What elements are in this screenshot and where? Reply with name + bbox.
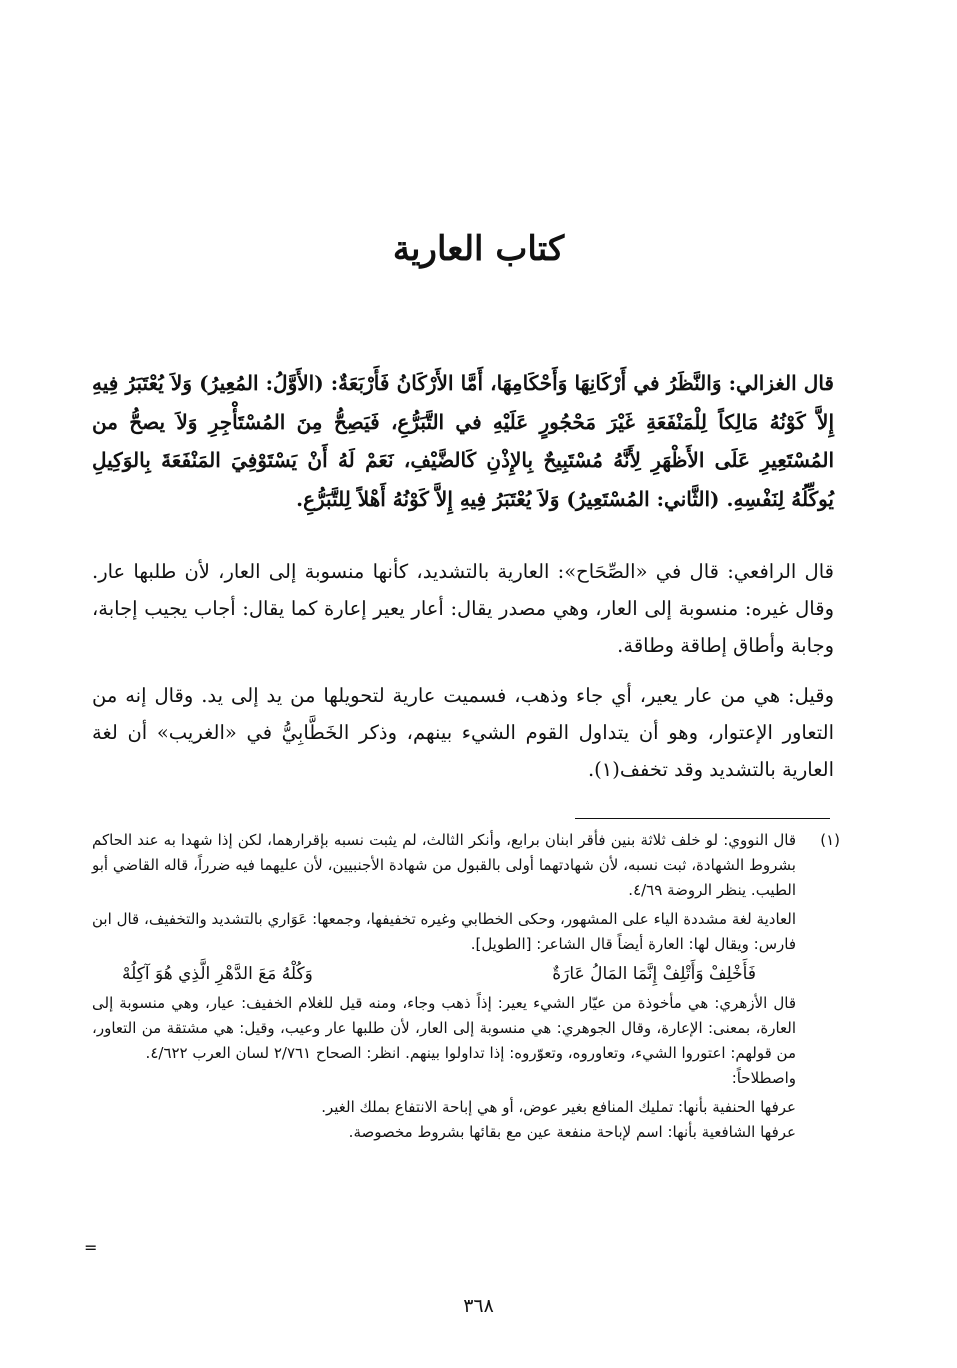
footnote-1 (88, 828, 840, 1145)
rafii-commentary-paragraph (92, 553, 834, 664)
paragraph-text: وقيل: هي من عار يعير، أي جاء وذهب، فسميت عارية لتحويلها من يد إلى يد. وقال إنه من التعاور الإعتوار، وهو أن يتداول القوم الشيء بينهم، وذكر الخَطَّابِيُّ في «الغريب» أن لغة العارية بالتشديد وقد تخفف(١). (92, 684, 834, 781)
footnote-separator (575, 818, 830, 819)
footnote-paragraph: عرفها الشافعية بأنها: اسم لإباحة منفعة عين مع بقائها بشروط مخصوصة. (348, 1123, 796, 1141)
verse-first-hemistich: فَأَخْلِفْ وَأَتْلِفْ إِنَّمَا المَالُ عَارَةٌ (552, 964, 756, 984)
footnote-body (88, 828, 796, 1145)
chapter-title: كتاب العارية (392, 229, 565, 269)
page-number: ٣٦٨ (463, 1295, 494, 1317)
footnote-paragraph: عرفها الحنفية بأنها: تمليك المنافع بغير عوض، أو هي إباحة الانتفاع بملك الغير. (321, 1098, 796, 1116)
ghazali-matn-paragraph (92, 364, 834, 518)
commentary-paragraph (92, 677, 834, 788)
continuation-mark: = (84, 1238, 98, 1257)
paragraph-text: قال الرافعي: قال في «الصِّحَاح»: العارية بالتشديد، كأنها منسوبة إلى العار، لأن طلبها عار. وقال غيره: منسوبة إلى العار، وهي مصدر يقال: أعار يعير إعارة كما يقال: أجاب يجيب إجابة، وجابة وأطاق إطاقة وطاقة. (92, 560, 834, 657)
footnote-paragraph: العادية لغة مشددة الياء على المشهور، وحكى الخطابي وغيره تخفيفها، وجمعها: عَوَاري بالتشديد والتخفيف، قال ابن فارس: ويقال لها: العارة أيضاً قال الشاعر: [الطويل]. (92, 910, 796, 953)
paragraph-text: قال الغزالي: وَالنَّظَرُ في أَرْكَانِهَا وَأَحْكَامِهَا، أَمَّا الأَرْكَانُ فَأَرْبَعَةٌ: (الأَوَّلُ: المُعِيرُ) وَلاَ يُعْتَبَرُ فِيهِ إِلاَّ كَوْنُهُ مَالِكاً لِلْمَنْفَعَةِ غَيْرَ مَحْجُورٍ عَلَيْهِ في التَّبَرُّعِ، فَيَصِحُّ مِنَ المُسْتَأْجِرِ وَلاَ يصحُّ من المُسْتَعِيرِ عَلَى الأَظْهَرِ لِأَنَّهُ مُسْتَبِيحٌ بِالإِذْنِ كَالضَّيْفِ، نَعَمْ لَهُ أَنْ يَسْتَوْفِيَ المَنْفَعَةَ بِالوَكِيلِ يُوكِّلُهُ لِنَفْسِهِ. (الثَّاني: المُسْتَعِيرُ) وَلاَ يُعْتَبَرُ فِيهِ إِلاَّ كَوْنُهُ أَهْلاً لِلتَّبَرُّعِ. (92, 371, 834, 511)
footnote-paragraph: قال الأزهري: هي مأخوذة من عيّار الشيء يعير: إذاً ذهب وجاء، ومنه قيل للغلام الخفيف: عيار، وهي منسوبة إلى العارة، بمعنى: الإعارة، وقال الجوهري: هي منسوبة إلى العار، لأن طلبها عار وعيب، وقيل: هي مشتقة من التعاور، من قولهم: اعتوروا الشيء، وتعاوروه، وتعوّروه: إذا تداولوا بينهم. انظر: الصحاح ٢/٧٦١ لسان العرب ٤/٦٢٢. (92, 994, 796, 1062)
poetry-verse (92, 957, 796, 991)
footnote-paragraph: قال النووي: لو خلف ثلاثة بنين فأقر ابنان برابع، وأنكر الثالث، لم يثبت نسبه بإقرارهما، لكن إذا شهدا به عند الحاكم بشروط الشهادة، ثبت نسبه، لأن شهادتهما أولى بالقبول من شهادة الأجنبيين، لأن عليهما فيه ضرراً، قاله القاضي أبو الطيب. ينظر الروضة ٤/٦٩. (92, 831, 796, 899)
footnotes-section (88, 828, 840, 1145)
footnote-paragraph: واصطلاحاً: (731, 1069, 796, 1087)
verse-second-hemistich: وَكُلْهُ مَعَ الدَّهْرِ الَّذِي هُوَ آكِلُهْ (122, 964, 313, 984)
footnote-marker: (١) (820, 831, 840, 849)
